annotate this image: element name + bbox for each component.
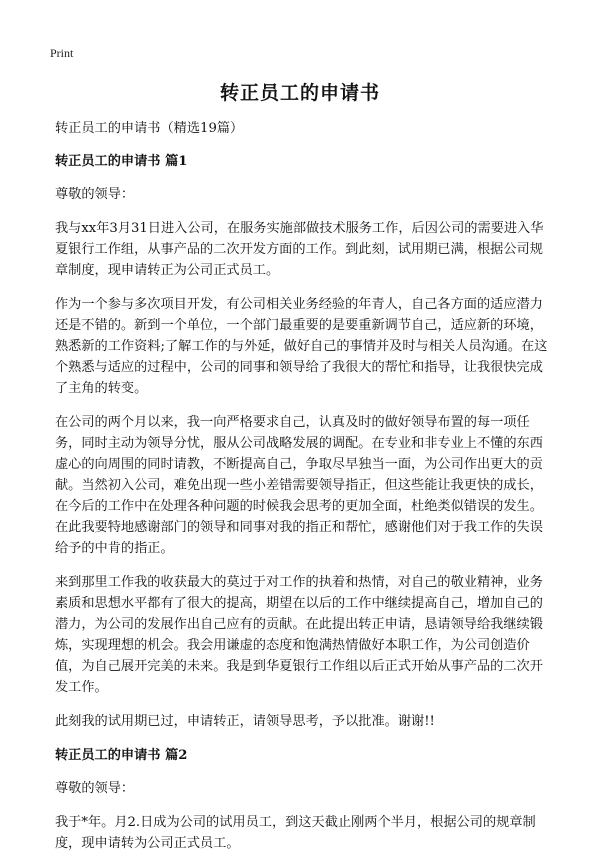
article-paragraph: 我于*年。月2.日成为公司的试用员工，到这天截止刚两个半月，根据公司的规章制度，现申请转为公司正式员工。: [55, 815, 536, 851]
print-link[interactable]: Print: [50, 46, 74, 60]
article-2: [55, 745, 550, 854]
article-1: [55, 151, 550, 732]
article-heading: 转正员工的申请书 篇2: [55, 748, 188, 763]
article-paragraph: 作为一个参与多次项目开发，有公司相关业务经验的年青人，自己各方面的适应潜力还是不错的。新到一个单位，一个部门最重要的是要重新调节自己，适应新的环境，熟悉新的工作资料;了解工作的与外延，做好自己的事情并及时与相关人员沟通。在这个熟悉与适应的过程中，公司的同事和领导给了我很大的帮忙和指导，让我很快完成了主角的转变。: [55, 297, 548, 396]
article-heading: 转正员工的申请书 篇1: [55, 154, 188, 169]
document-subtitle: 转正员工的申请书（精选19篇）: [55, 121, 244, 136]
article-paragraph: 在公司的两个月以来，我一向严格要求自己，认真及时的做好领导布置的每一项任务，同时主动为领导分忧，服从公司战略发展的调配。在专业和非专业上不懂的东西虚心的向周围的同时请教，不断提高自己，争取尽早独当一面，为公司作出更大的贡献。当然初入公司，难免出现一些小差错需要领导指正，但这些能让我更快的成长，在今后的工作中在处理各种问题的时候我会思考的更加全面，杜绝类似错误的发生。在此我要特地感谢部门的领导和同事对我的指正和帮忙，感谢他们对于我工作的失误给予的中肯的指正。: [55, 415, 543, 556]
document-body: [55, 118, 550, 867]
article-greeting: 尊敬的领导：: [55, 187, 135, 202]
document-title: 转正员工的申请书: [219, 82, 380, 104]
article-paragraph: 来到那里工作我的收获最大的莫过于对工作的执着和热情，对自己的敬业精神，业务素质和思想水平都有了很大的提高，期望在以后的工作中继续提高自己，增加自己的潜力，为公司的发展作出自己应有的贡献。在此提出转正申请，恳请领导给我继续锻炼，实现理想的机会。我会用谦虚的态度和饱满热情做好本职工作，为公司创造价值，为自己展开完美的未来。我是到华夏银行工作组以后正式开始从事产品的二次开发工作。: [55, 575, 543, 695]
article-paragraph: 我与xx年3月31日进入公司，在服务实施部做技术服务工作，后因公司的需要进入华夏银行工作组，从事产品的二次开发方面的工作。到此刻，试用期已满，根据公司规章制度，现申请转正为公司正式员工。: [55, 221, 544, 278]
article-greeting: 尊敬的领导：: [55, 781, 135, 796]
article-paragraph: 此刻我的试用期已过，申请转正，请领导思考，予以批准。谢谢!!: [55, 714, 435, 729]
